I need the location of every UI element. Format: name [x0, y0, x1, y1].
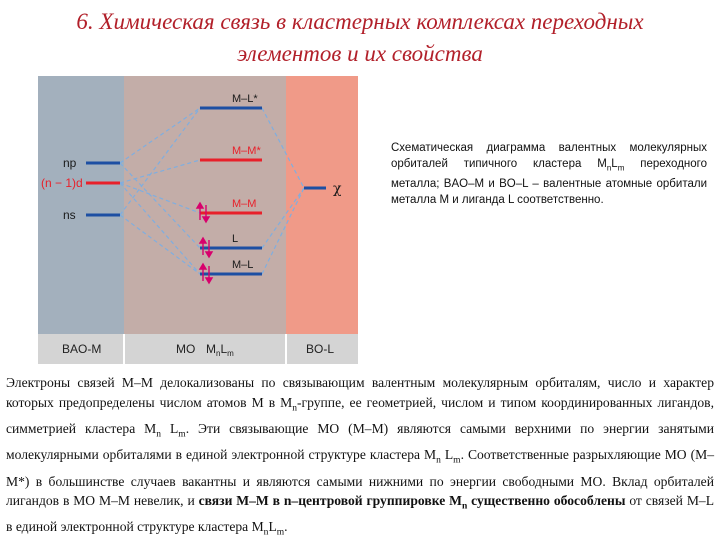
bold-phrase: связи M–M в n–центровой группировке $M_n$ существенно обособлены — [198, 493, 626, 512]
body-paragraph: Электроны связей M–M делокализованы по связывающим валентным молекулярным орбиталям, число и характер которых предопределены числом атомов M в $M_n$-группе, ее геометрией, числом и типом координированных лигандов, симметрией кластера $M_n$ $L_m$. Эти связывающие МО (M–M) являются самыми верхними по энергии занятыми молекулярными орбиталями в единой электронной структуре кластера $M_n$ $L_m$. Соответственные разрыхляющие МО (M–M*) в большинстве случаев вакантны и являются самыми нижними по энергии свободными МО. Вклад орбиталей лигандов в МО M–M невелик, и связи M–M в n–центровой группировке $M_n$ существенно обособлены от связей M–L в единой электронной структуре кластера $M_nL_m$. — [6, 375, 715, 539]
title-line-2: элементов и их свойства — [237, 41, 483, 66]
footer-formula-m: M — [206, 342, 216, 356]
label-l: L — [232, 233, 239, 245]
diagram-caption: Схематическая диаграмма валентных молекулярных орбиталей типичного кластера $M_nL_m$ переходного металла; BAO–M и BO–L – валентные атомные орбитали металла M и лиганда L соответственно. — [391, 142, 707, 207]
label-ml: M–L — [232, 259, 254, 271]
label-mm: M–M — [232, 198, 257, 210]
label-n-1-d: (n − 1)d — [41, 176, 83, 190]
footer-formula-n: n — [216, 349, 221, 358]
footer-mo-label: MO — [176, 342, 196, 356]
label-np: np — [63, 156, 77, 170]
bao-panel — [38, 76, 124, 364]
title-line-1: 6. Химическая связь в кластерных комплексах переходных — [76, 9, 644, 34]
label-mm-star: M–M* — [232, 145, 261, 157]
label-chi: χ — [333, 181, 342, 197]
label-ml-star: M–L* — [232, 93, 258, 105]
footer-formula-m-sub: m — [227, 349, 234, 358]
footer-formula-l: L — [220, 342, 228, 356]
label-ns: ns — [63, 208, 76, 222]
footer-bao-label: BAO-M — [62, 342, 102, 356]
footer-bo-label: BO-L — [306, 342, 335, 356]
bo-panel — [286, 76, 358, 364]
